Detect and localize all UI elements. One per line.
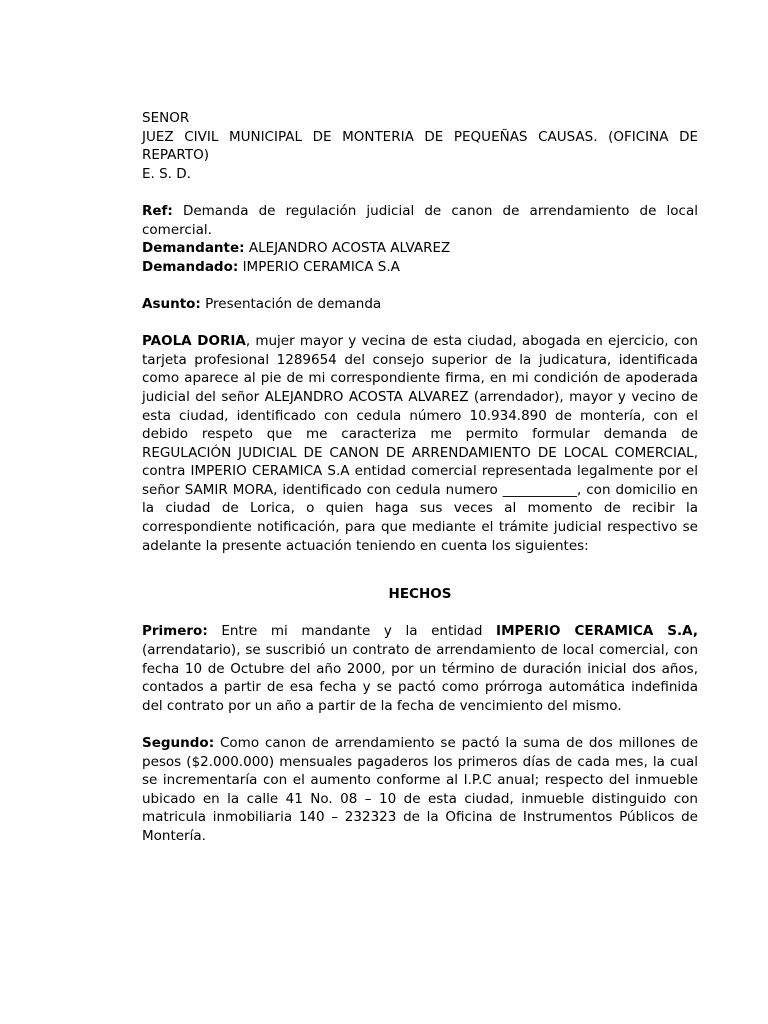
ref-text: Demanda de regulación judicial de canon de arrendamiento de local comercial. xyxy=(142,202,698,238)
addressee: JUEZ CIVIL MUNICIPAL DE MONTERIA DE PEQUEÑAS CAUSAS. (OFICINA DE REPARTO) xyxy=(142,128,698,164)
document-page xyxy=(142,109,698,846)
attorney-name: PAOLA DORIA xyxy=(142,333,246,350)
hecho-segundo xyxy=(142,734,698,846)
ref-line xyxy=(142,202,698,239)
asunto-label: Asunto: xyxy=(142,295,201,312)
segundo-label: Segundo: xyxy=(142,735,215,751)
asunto-line xyxy=(142,295,698,314)
asunto-text: Presentación de demanda xyxy=(205,295,382,312)
salutation: SENOR xyxy=(142,110,190,126)
primero-entity: IMPERIO CERAMICA S.A, xyxy=(496,623,698,640)
demandado-label: Demandado: xyxy=(142,258,239,275)
demandante-text: ALEJANDRO ACOSTA ALVAREZ xyxy=(248,240,451,257)
primero-text-before: Entre mi mandante y la entidad xyxy=(221,623,483,640)
hechos-heading: HECHOS xyxy=(388,586,452,603)
ref-label: Ref: xyxy=(142,202,173,219)
demandado-line xyxy=(142,258,698,277)
hecho-primero xyxy=(142,622,698,715)
intro-paragraph xyxy=(142,332,698,555)
primero-text-after: (arrendatario), se suscribió un contrato de arrendamiento de local comercial, con fecha 10 de Octubre del año 2000, por un término de duración inicial dos años, contados a partir de esa fecha y se pactó como prórroga automática indefinida del contrato por un año a partir de la fecha de vencimiento del mismo. xyxy=(142,642,698,714)
demandante-line xyxy=(142,239,698,258)
demandado-text: IMPERIO CERAMICA S.A xyxy=(242,258,400,275)
segundo-text: Como canon de arrendamiento se pactó la suma de dos millones de pesos ($2.000.000) mensuales pagaderos los primeros días de cada mes, la cual se incrementaría con el aumento conforme al I.P.C anual; respecto del inmueble ubicado en la calle 41 No. 08 – 10 de esta ciudad, inmueble distinguido con matricula inmobiliaria 140 – 232323 de la Oficina de Instrumentos Públicos de Montería. xyxy=(142,735,698,844)
demandante-label: Demandante: xyxy=(142,240,245,257)
intro-text: , mujer mayor y vecina de esta ciudad, abogada en ejercicio, con tarjeta profesional 1289654 del consejo superior de la judicatura, identificada como aparece al pie de mi correspondiente firma, en mi condición de apoderada judicial del señor ALEJANDRO ACOSTA ALVAREZ (arrendador), mayor y vecino de esta ciudad, identificado con cedula número 10.934.890 de montería, con el debido respeto que me caracteriza me permito formular demanda de REGULACIÓN JUDICIAL DE CANON DE ARRENDAMIENTO DE LOCAL COMERCIAL, contra IMPERIO CERAMICA S.A entidad comercial representada legalmente por el señor SAMIR MORA, identificado con cedula numero ___________, con domicilio en la ciudad de Lorica, o quien haga sus veces al momento de recibir la correspondiente notificación, para que mediante el trámite judicial respectivo se adelante la presente actuación teniendo en cuenta los siguientes: xyxy=(142,333,698,554)
esd-line: E. S. D. xyxy=(142,165,191,182)
primero-label: Primero: xyxy=(142,623,208,640)
